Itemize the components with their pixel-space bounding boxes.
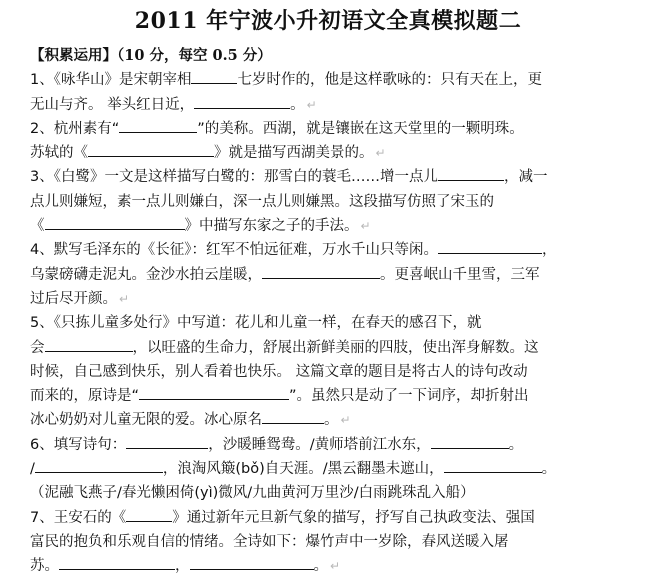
text-segment: ”的美称。西湖，就是镶嵌在这天堂里的一颗明珠。 xyxy=(197,120,524,137)
question-line xyxy=(30,93,642,117)
paragraph-mark-icon: ↵ xyxy=(360,219,371,234)
text-segment: 》中描写东家之子的手法。 xyxy=(184,218,359,235)
question-line xyxy=(30,214,642,238)
text-segment: 。 xyxy=(508,436,524,453)
question-line xyxy=(30,190,642,214)
question-line xyxy=(30,68,642,92)
answer-blank[interactable] xyxy=(35,458,163,473)
text-segment: 苏。 xyxy=(30,558,59,575)
text-segment: 点儿则嫌短，素一点儿则嫌白，深一点儿则嫌黑。这段描写仿照了宋玉的 xyxy=(30,193,494,210)
text-segment: 《 xyxy=(30,218,45,235)
question-line xyxy=(30,263,642,287)
question-line xyxy=(30,554,642,578)
document-body xyxy=(30,44,642,579)
text-segment: 苏轼的《 xyxy=(30,145,88,162)
answer-blank[interactable] xyxy=(88,142,214,157)
answer-blank[interactable] xyxy=(45,215,185,230)
text-segment: 七岁时作的，他是这样歌咏的：只有天在上，更 xyxy=(237,72,542,89)
text-segment: 2、杭州素有“ xyxy=(30,120,120,137)
answer-blank[interactable] xyxy=(438,239,542,254)
text-segment: 富民的抱负和乐观自信的情绪。全诗如下：爆竹声中一岁除，春风送暖入屠 xyxy=(30,533,509,550)
hint-options: （泥融飞燕子/春光懒困倚(yì)微风/九曲黄河万里沙/白雨跳珠乱入船） xyxy=(30,485,475,502)
answer-blank[interactable] xyxy=(444,458,542,473)
question-line xyxy=(30,530,642,554)
text-segment: 时候，自己感到快乐，别人看着也快乐。 这篇文章的题目是将古人的诗句改动 xyxy=(30,363,528,380)
question-line xyxy=(30,408,642,432)
question-line xyxy=(30,506,642,530)
text-segment: 。 xyxy=(290,96,305,113)
text-segment: 7、王安石的《 xyxy=(30,509,127,526)
answer-blank[interactable] xyxy=(126,507,172,522)
text-segment: 。 xyxy=(541,461,557,478)
answer-blank[interactable] xyxy=(190,555,314,570)
answer-blank[interactable] xyxy=(119,118,197,133)
question-line xyxy=(30,336,642,360)
text-segment: 而来的，原诗是“ xyxy=(30,388,140,405)
question-line xyxy=(30,384,642,408)
question-line xyxy=(30,165,642,189)
section-label: 【积累运用】 xyxy=(30,47,117,64)
paragraph-mark-icon: ↵ xyxy=(340,413,351,428)
text-segment: ， xyxy=(175,558,190,575)
text-segment: 。 xyxy=(324,412,339,429)
answer-blank[interactable] xyxy=(139,385,289,400)
text-segment: ，沙暖睡鸳鸯。/黄师塔前江水东， xyxy=(208,436,431,453)
text-segment: 6、填写诗句： xyxy=(30,436,127,453)
question-line xyxy=(30,238,642,262)
section-header xyxy=(30,44,642,68)
text-segment: 。 xyxy=(313,558,328,575)
paragraph-mark-icon: ↵ xyxy=(306,97,317,112)
text-segment: 乌蒙磅礴走泥丸。金沙水拍云崖暖， xyxy=(30,266,262,283)
paragraph-mark-icon: ↵ xyxy=(330,559,341,574)
text-segment: 无山与齐。 举头红日近， xyxy=(30,96,195,113)
question-line xyxy=(30,287,642,311)
answer-blank[interactable] xyxy=(431,434,509,449)
text-segment: 5、《只拣儿童多处行》中写道：花儿和儿童一样，在春天的感召下，就 xyxy=(30,315,482,332)
question-line xyxy=(30,457,642,481)
text-segment: ，以旺盛的生命力，舒展出新鲜美丽的四肢，使出浑身解数。这 xyxy=(132,339,539,356)
text-segment: 1、《咏华山》是宋朝宰相 xyxy=(30,72,192,89)
answer-blank[interactable] xyxy=(59,555,175,570)
question-line xyxy=(30,481,642,505)
text-segment: / xyxy=(30,461,35,478)
text-segment: 过后尽开颜。 xyxy=(30,290,117,307)
question-line xyxy=(30,433,642,457)
text-segment: 》通过新年元旦新气象的描写，抒写自己执政变法、强国 xyxy=(172,509,535,526)
text-segment: ，减一 xyxy=(503,169,548,186)
paragraph-mark-icon: ↵ xyxy=(119,291,130,306)
answer-blank[interactable] xyxy=(262,264,380,279)
text-segment: ，浪淘风簸(bǒ)自天涯。/黑云翻墨未遮山， xyxy=(162,461,444,478)
text-segment: 4、默写毛泽东的《长征》：红军不怕远征难，万水千山只等闲。 xyxy=(30,242,438,259)
text-segment: 3、《白鹭》一文是这样描写白鹭的：那雪白的蓑毛……增一点儿 xyxy=(30,169,438,186)
question-line xyxy=(30,360,642,384)
paragraph-mark-icon: ↵ xyxy=(375,146,386,161)
text-segment: 。更喜岷山千里雪，三军 xyxy=(380,266,540,283)
answer-blank[interactable] xyxy=(191,69,237,84)
text-segment: 》就是描写西湖美景的。 xyxy=(214,145,374,162)
answer-blank[interactable] xyxy=(438,166,504,181)
text-segment: ， xyxy=(541,242,557,259)
answer-blank[interactable] xyxy=(262,409,324,424)
document-title: 2011 年宁波小升初语文全真模拟题二 xyxy=(134,8,522,34)
text-segment: 冰心奶奶对儿童无限的爱。冰心原名 xyxy=(30,412,262,429)
answer-blank[interactable] xyxy=(45,337,133,352)
text-segment: ”。虽然只是动了一下词序，却折射出 xyxy=(289,388,529,405)
text-segment: 会 xyxy=(30,339,45,356)
question-line xyxy=(30,141,642,165)
question-line xyxy=(30,117,642,141)
section-score: （10 分，每空 0.5 分） xyxy=(117,47,272,64)
answer-blank[interactable] xyxy=(126,434,208,449)
question-line xyxy=(30,311,642,335)
answer-blank[interactable] xyxy=(194,94,290,109)
